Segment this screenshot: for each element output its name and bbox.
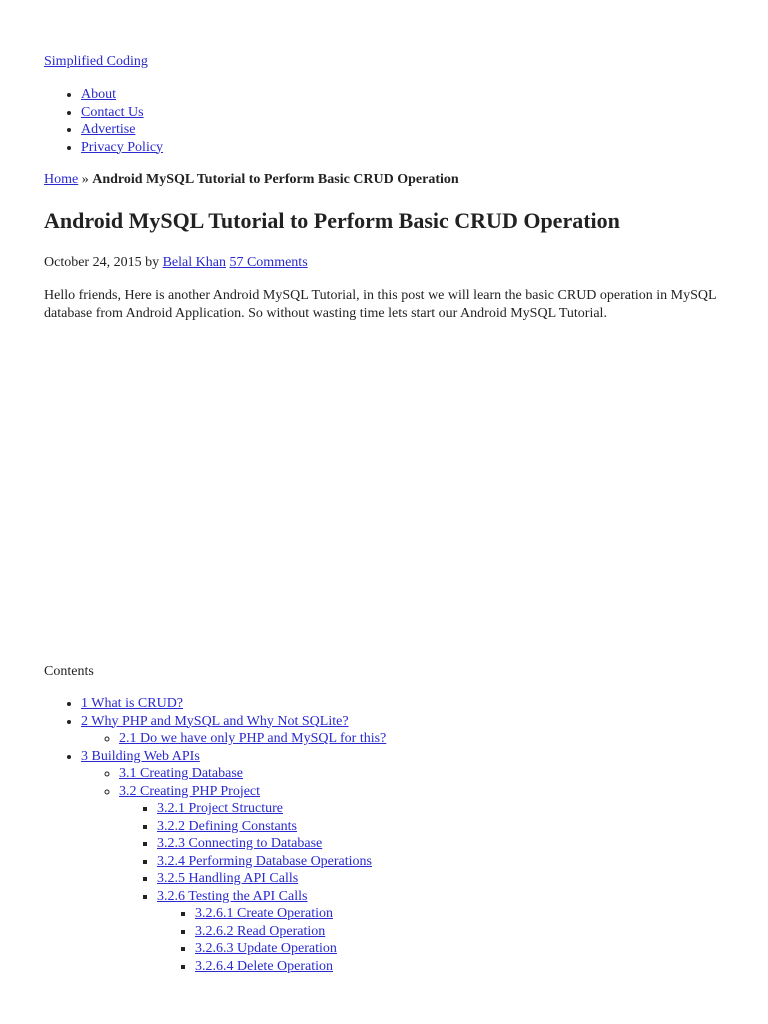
nav-item-privacy (81, 139, 163, 157)
nav-link-contact[interactable]: Contact Us (81, 104, 144, 120)
toc-link-3-2-3[interactable]: 3.2.3 Connecting to Database (157, 836, 323, 851)
site-title-link[interactable]: Simplified Coding (44, 54, 148, 69)
toc-sublist (81, 765, 386, 975)
post-intro: Hello friends, Here is another Android MySQL Tutorial, in this post we will learn the basic CRUD operation in MySQL database from Android Application. So without wasting time lets start our Android MySQL Tutorial. (44, 288, 717, 321)
nav-item-about (81, 86, 163, 104)
toc-link-3-2-4[interactable]: 3.2.4 Performing Database Operations (157, 853, 372, 869)
toc-item (195, 940, 386, 958)
author-link[interactable]: Belal Khan (162, 255, 226, 270)
toc-sublist (81, 730, 386, 748)
post-date: October 24, 2015 (44, 255, 142, 270)
toc-link-3-2-6-2[interactable]: 3.2.6.2 Read Operation (195, 923, 326, 939)
comments-link[interactable]: 57 Comments (229, 255, 308, 270)
toc-item (195, 958, 386, 976)
toc-link-3-1[interactable]: 3.1 Creating Database (119, 766, 244, 781)
toc-link-3-2-1[interactable]: 3.2.1 Project Structure (157, 801, 283, 816)
toc-item (157, 835, 386, 853)
breadcrumb-home-link[interactable]: Home (44, 172, 79, 187)
toc-title: Contents (44, 664, 94, 679)
toc-link-1[interactable]: 1 What is CRUD? (81, 696, 184, 711)
toc-item (195, 905, 386, 923)
toc-item (157, 870, 386, 888)
toc-item (157, 800, 386, 818)
toc-link-3-2-6-1[interactable]: 3.2.6.1 Create Operation (195, 906, 334, 921)
table-of-contents (44, 695, 386, 975)
toc-item (81, 695, 386, 713)
nav-link-privacy[interactable]: Privacy Policy (81, 139, 164, 155)
toc-item (119, 765, 386, 783)
post-meta (44, 254, 308, 272)
ad-space (44, 330, 734, 650)
toc-link-3-2-6[interactable]: 3.2.6 Testing the API Calls (157, 888, 308, 904)
toc-sublist (119, 800, 386, 975)
nav-item-contact (81, 104, 163, 122)
toc-item (119, 783, 386, 976)
toc-link-3-2[interactable]: 3.2 Creating PHP Project (119, 783, 261, 799)
toc-link-3[interactable]: 3 Building Web APIs (81, 748, 200, 764)
nav-link-about[interactable]: About (81, 87, 116, 102)
toc-item (119, 730, 386, 748)
post-by: by (145, 255, 160, 270)
toc-link-3-2-6-4[interactable]: 3.2.6.4 Delete Operation (195, 958, 334, 974)
toc-sublist (157, 905, 386, 975)
toc-link-3-2-2[interactable]: 3.2.2 Defining Constants (157, 818, 297, 834)
nav-item-advertise (81, 121, 163, 139)
breadcrumb (44, 171, 459, 189)
breadcrumb-separator: » (81, 172, 89, 187)
toc-item (81, 748, 386, 976)
toc-link-3-2-6-3[interactable]: 3.2.6.3 Update Operation (195, 941, 337, 956)
toc-link-3-2-5[interactable]: 3.2.5 Handling API Calls (157, 871, 299, 886)
toc-list (44, 695, 386, 975)
breadcrumb-current: Android MySQL Tutorial to Perform Basic CRUD Operation (92, 172, 459, 187)
nav-link-advertise[interactable]: Advertise (81, 122, 136, 137)
toc-item (157, 853, 386, 871)
toc-item (81, 713, 386, 748)
toc-item (157, 888, 386, 976)
toc-item (157, 818, 386, 836)
post-title: Android MySQL Tutorial to Perform Basic CRUD Operation (44, 208, 620, 233)
toc-item (195, 923, 386, 941)
main-nav (44, 86, 163, 156)
toc-link-2-1[interactable]: 2.1 Do we have only PHP and MySQL for this? (119, 731, 387, 746)
toc-link-2[interactable]: 2 Why PHP and MySQL and Why Not SQLite? (81, 713, 349, 729)
